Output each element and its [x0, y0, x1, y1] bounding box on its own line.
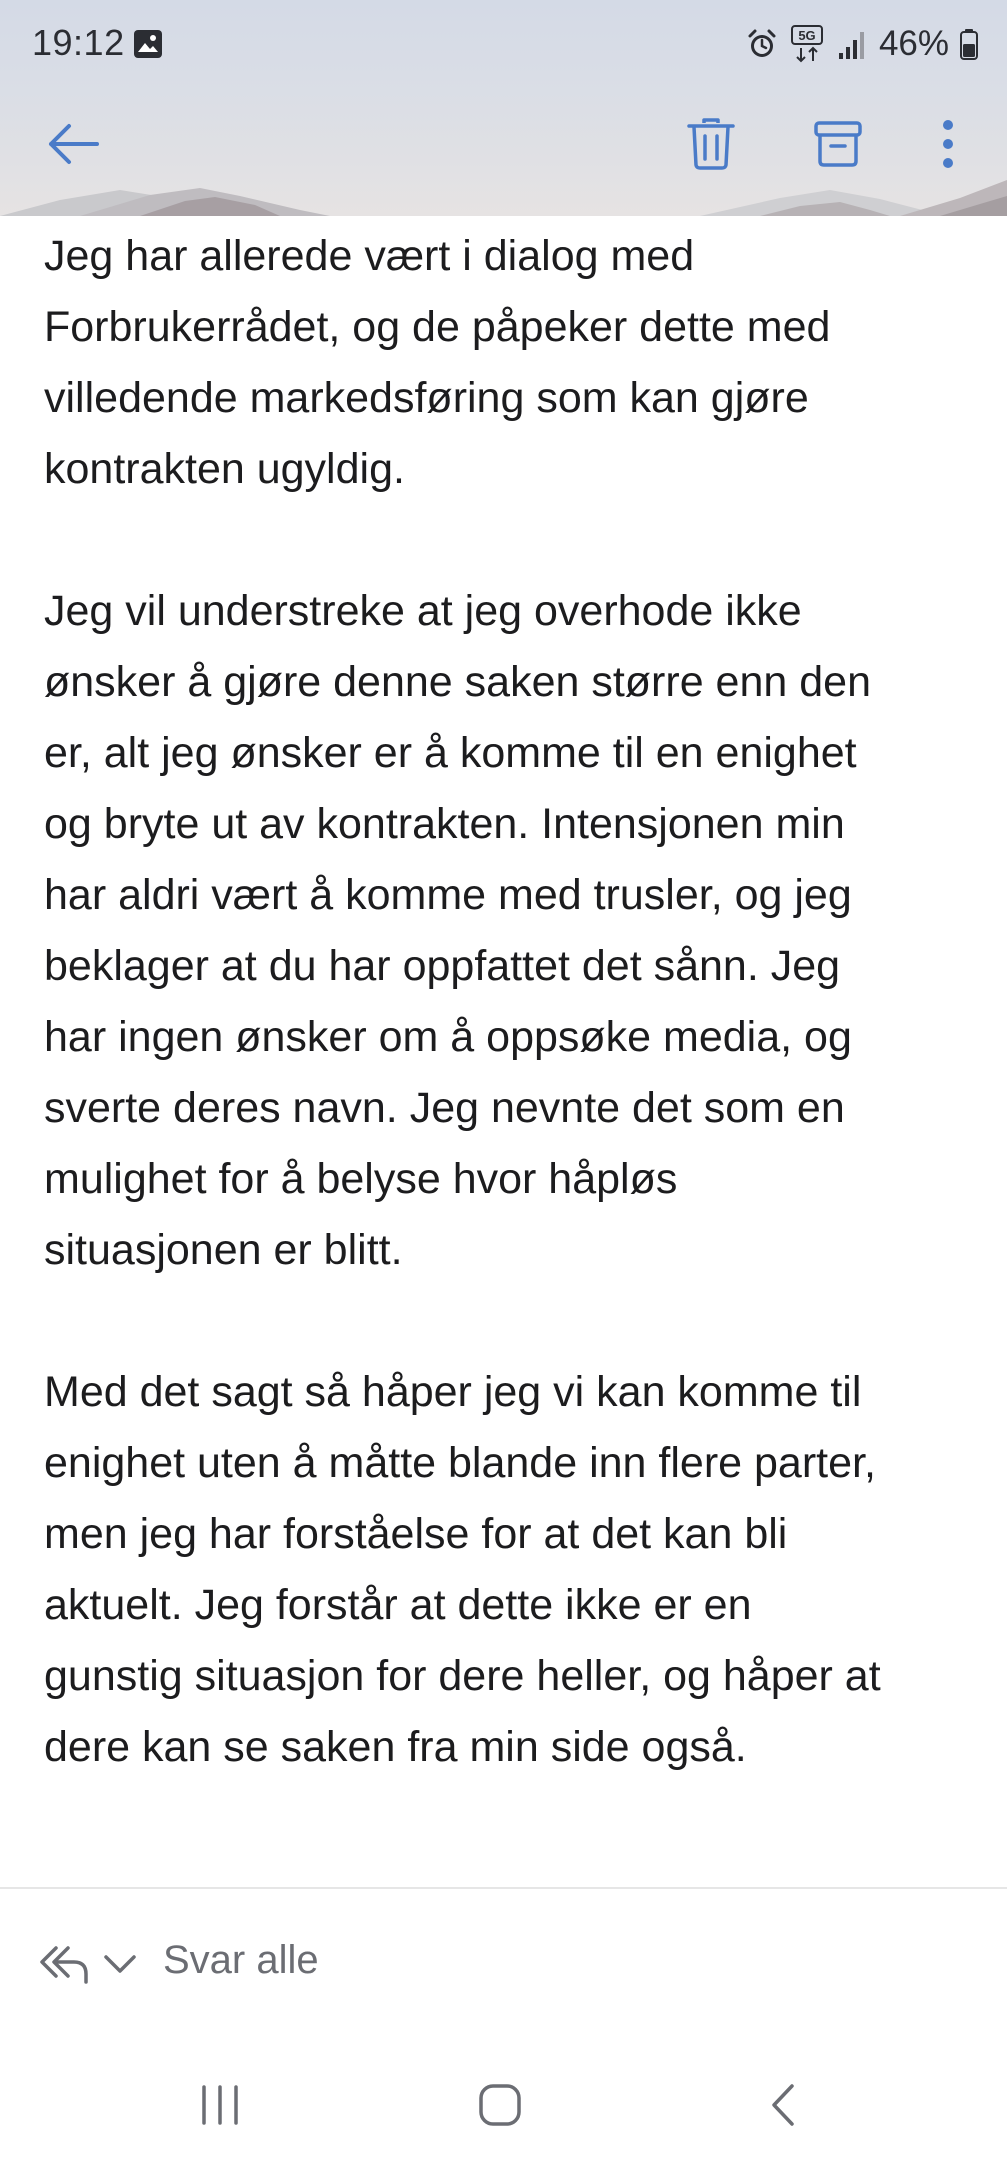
battery-icon [959, 27, 979, 61]
home-icon [477, 2082, 523, 2128]
trash-icon [686, 117, 736, 171]
more-vertical-icon [940, 119, 956, 169]
back-button[interactable] [33, 100, 113, 188]
reply-all-icon [38, 1942, 90, 1986]
5g-icon [789, 24, 825, 64]
battery-percent: 46% [878, 24, 949, 63]
email-body [44, 221, 974, 1783]
navigation-bar [0, 2050, 1007, 2160]
status-icons [745, 22, 979, 66]
more-options-button[interactable] [908, 100, 988, 188]
divider [0, 1887, 1007, 1889]
status-time: 19:12 [32, 22, 125, 63]
recents-icon [198, 2083, 242, 2127]
alarm-icon [745, 27, 779, 61]
status-bar [0, 0, 1007, 88]
archive-button[interactable] [798, 100, 878, 188]
reply-all-button[interactable] [0, 1920, 1007, 2008]
back-arrow-icon [47, 122, 99, 166]
system-back-button[interactable] [732, 2070, 832, 2140]
email-paragraph: Jeg har allerede vært i dialog med Forbrukerrådet, og de påpeker dette med villedende markedsføring som kan gjøre kontrakten ugyldig. [44, 232, 831, 493]
header [0, 0, 1007, 216]
email-paragraph: Med det sagt så håper jeg vi kan komme til enighet uten å måtte blande inn flere parter, men jeg har forståelse for at det kan bli aktuelt. Jeg forstår at dette ikke er en gunstig situasjon for dere heller, og håper at dere kan se saken fra min side også. [44, 1368, 881, 1771]
signal-icon [835, 27, 869, 61]
recents-button[interactable] [170, 2070, 270, 2140]
home-button[interactable] [450, 2070, 550, 2140]
chevron-down-icon[interactable] [102, 1948, 138, 1980]
action-bar [0, 100, 1007, 188]
delete-button[interactable] [671, 100, 751, 188]
svg-text:5G: 5G [798, 28, 816, 43]
back-icon [764, 2082, 800, 2128]
archive-icon [813, 119, 863, 169]
gallery-icon [132, 28, 164, 60]
email-paragraph: Jeg vil understreke at jeg overhode ikke ønsker å gjøre denne saken større enn den er, alt jeg ønsker er å komme til en enighet og bryte ut av kontrakten. Intensjonen min har aldri vært å komme med trusler, og jeg beklager at du har oppfattet det sånn. Jeg har ingen ønsker om å oppsøke media, og sverte deres navn. Jeg nevnte det som en mulighet for å belyse hvor håpløs situasjonen er blitt. [44, 587, 871, 1274]
reply-all-label: Svar alle [163, 1938, 319, 1982]
